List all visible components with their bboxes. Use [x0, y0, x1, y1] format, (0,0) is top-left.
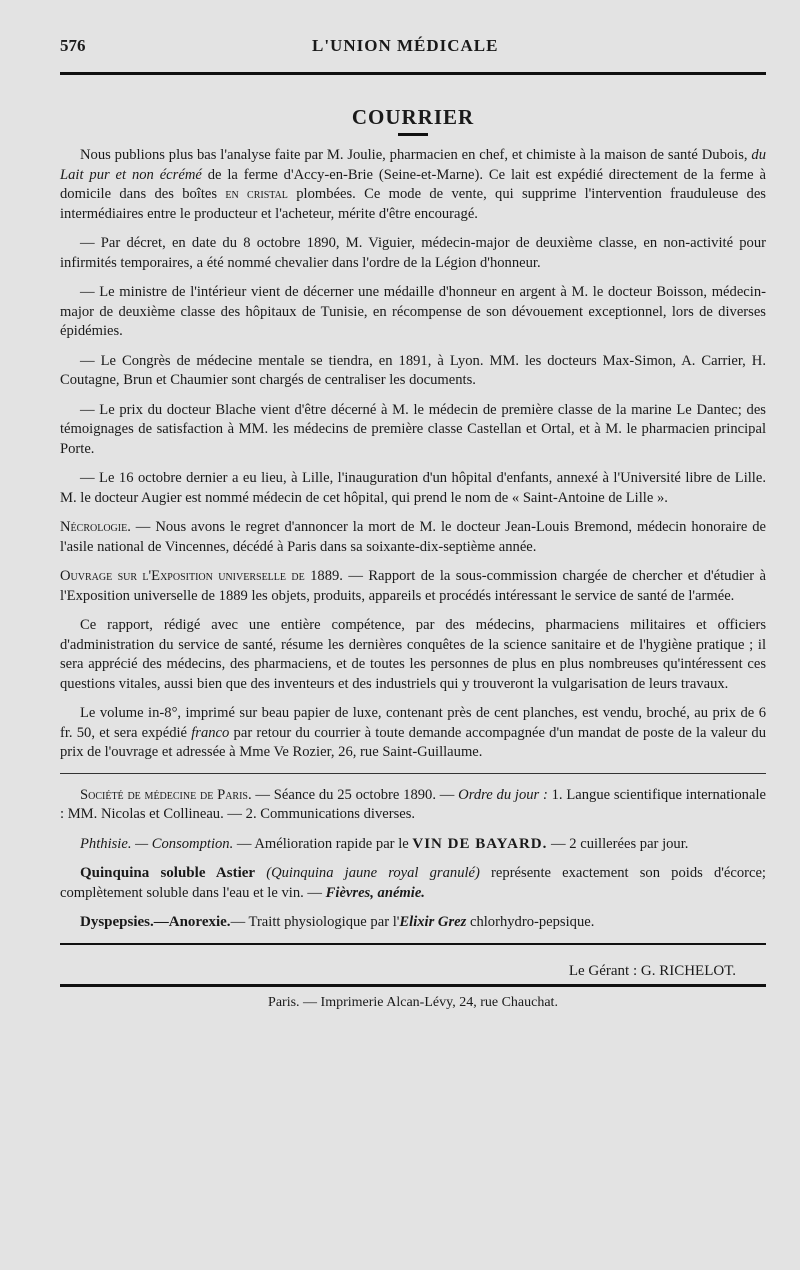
item-congress: — Le Congrès de médecine mentale se tiendra, en 1891, à Lyon. MM. les docteurs Max-Simon, A. Carrier, H. Coutagne, Brun et Chaumier sont chargés de centraliser les documents.: [60, 352, 766, 388]
item-decree: — Par décret, en date du 8 octobre 1890, M. Viguier, médecin-major de deuxième classe, en non-activité pour infirmités temporaires, a été nommé chevalier dans l'ordre de la Légion d'honneur.: [60, 235, 766, 271]
footer-rule-bottom: [60, 984, 766, 987]
ad-phthisie: Phthisie. — Consomption. — Amélioration rapide par le VIN DE BAYARD. — 2 cuillerées par jour.: [80, 835, 689, 852]
footer-rule-top: [60, 943, 766, 945]
item-medal: — Le ministre de l'intérieur vient de décerner une médaille d'honneur en argent à M. le docteur Boisson, médecin-major de deuxième classe des hôpitaux de Tunisie, en récompense de son dévouement exceptionnel, lors de diverses épidémies.: [60, 284, 766, 339]
printer-imprint: Paris. — Imprimerie Alcan-Lévy, 24, rue Chauchat.: [268, 994, 558, 1010]
advertisements: [60, 835, 766, 933]
title-underline: [398, 133, 428, 136]
page-header: [60, 36, 766, 70]
text-column: [60, 36, 766, 1011]
section-title: COURRIER: [60, 105, 766, 136]
gerant-signature: Le Gérant : G. RICHELOT.: [568, 962, 736, 979]
section-divider: [60, 773, 766, 774]
item-milk: Nous publions plus bas l'analyse faite par M. Joulie, pharmacien en chef, et chimiste à la maison de santé Dubois, du Lait pur et non écrémé de la ferme d'Accy-en-Brie (Seine-et-Marne). Ce lait est expédié directement de la ferme à domicile dans des boîtes en cristal plombées. Ce mode de vente, qui supprime l'intervention frauduleuse des intermédiaires entre le producteur et l'acheteur, mérite d'être encouragé.: [60, 147, 766, 222]
page-number: 576: [60, 36, 86, 55]
item-prize: — Le prix du docteur Blache vient d'être décerné à M. le médecin de première classe de la marine Le Dantec; des témoignages de satisfaction à MM. les médecins de première classe Castellan et Ortal, et à M. le pharmacien principal Porte.: [60, 401, 766, 457]
ad-quinquina: Quinquina soluble Astier (Quinquina jaune royal granulé) représente exactement son poids d'écorce; complètement soluble dans l'eau et le vin. — Fièvres, anémie.: [60, 865, 766, 901]
item-hospital: — Le 16 octobre dernier a eu lieu, à Lille, l'inauguration d'un hôpital d'enfants, annexé à l'Université libre de Lille. M. le docteur Augier est nommé médecin de cet hôpital, qui prend le nom de « Saint-Antoine de Lille ».: [60, 470, 766, 506]
header-rule: [60, 72, 766, 75]
running-title: L'UNION MÉDICALE: [312, 36, 499, 55]
item-exposition: Ouvrage sur l'Exposition universelle de 1889. — Rapport de la sous-commission chargée de chercher et d'étudier à l'Exposition universelle de 1889 les objets, produits, appareils et procédés intéressant le service de santé de l'armée.: [60, 568, 767, 604]
item-report: Ce rapport, rédigé avec une entière compétence, par des médecins, pharmaciens militaires et officiers d'administration du service de santé, résume les dernières conquêtes de la science sanitaire et de l'hygiène pratique ; il sera apprécié des médecins, des pharmaciens, et de toutes les personnes de plus en plus nombreuses qu'intéressent ces questions vitales, aussi bien que des inventeurs et des industriels qui y trouveront la vulgarisation de leurs travaux.: [60, 617, 766, 692]
ad-dyspepsie: Dyspepsies.—Anorexie.— Traitt physiologique par l'Elixir Grez chlorhydro-pepsique.: [80, 914, 595, 930]
item-necrology: Nécrologie. — Nous avons le regret d'annoncer la mort de M. le docteur Jean-Louis Bremond, médecin honoraire de l'asile national de Vincennes, décédé à Paris dans sa soixante-dix-septième année.: [60, 519, 766, 555]
item-volume: Le volume in-8°, imprimé sur beau papier de luxe, contenant près de cent planches, est vendu, broché, au prix de 6 fr. 50, et sera expédié franco par retour du courrier à toute demande accompagnée d'un mandat de poste de la valeur du prix de l'ouvrage et adressée à Mme Ve Rozier, 26, rue Saint-Guillaume.: [60, 705, 766, 760]
society-notice: Société de médecine de Paris. — Séance du 25 octobre 1890. — Ordre du jour : 1. Langue scientifique internationale : MM. Nicolas et Collineau. — 2. Communications diverses.: [60, 786, 766, 822]
